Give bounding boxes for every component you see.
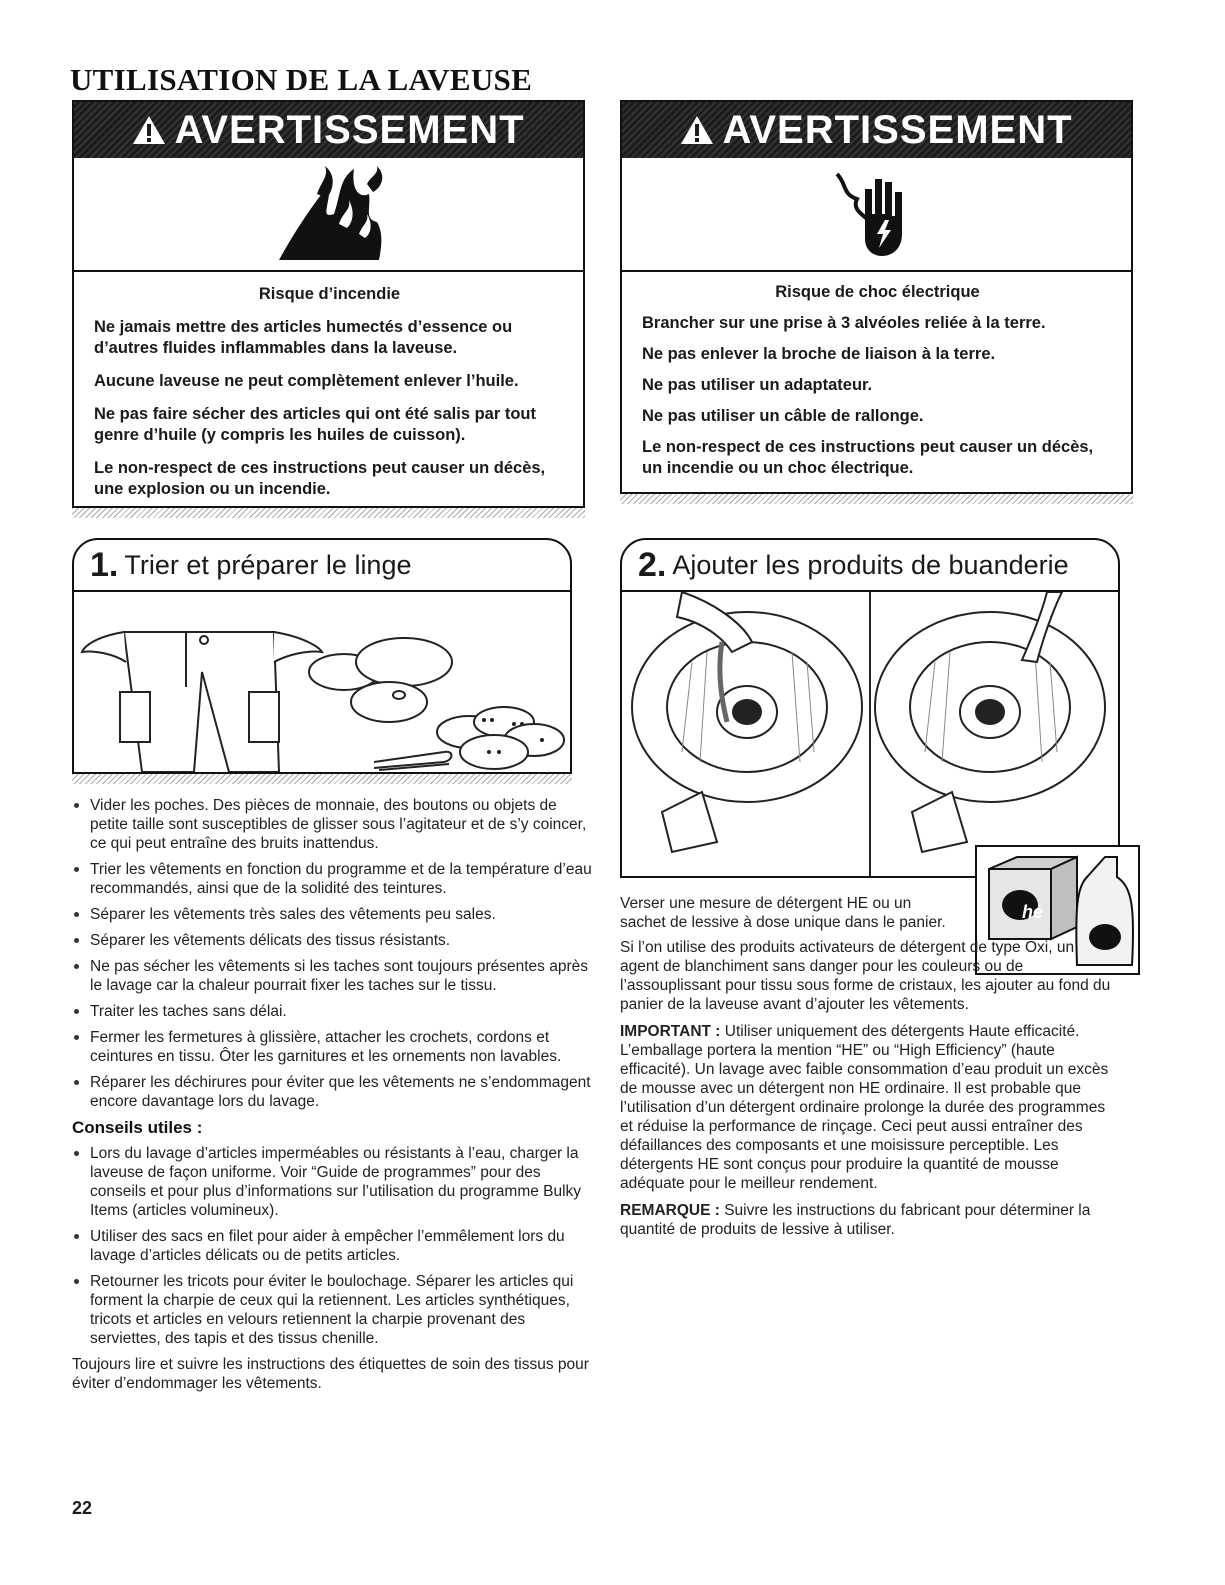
list-item: Fermer les fermetures à glissière, attacher les crochets, cordons et ceintures en tissu. Ôter les garnitures et les ornements non lavables.: [72, 1028, 592, 1066]
list-item: Séparer les vêtements délicats des tissus résistants.: [72, 931, 592, 950]
warning-line: Ne pas faire sécher des articles qui ont été salis par tout genre d’huile (y compris les huiles de cuisson).: [94, 405, 536, 444]
warning-triangle-icon: [680, 114, 714, 146]
washer-illustration: [622, 592, 1118, 876]
step2-para: Si l’on utilise des produits activateurs de détergent de type Oxi, un agent de blanchiment sans danger pour les couleurs ou de l’assouplissant pour tissu sous forme de cristaux, les ajouter au fond du panier de la laveuse avant d’ajouter les vêtements.: [620, 939, 1111, 1013]
warning-header: [622, 102, 1131, 158]
list-item: Utiliser des sacs en filet pour aider à empêcher l’emmêlement lors du lavage d’articles délicats ou de petits articles.: [72, 1227, 592, 1265]
page-title: UTILISATION DE LA LAVEUSE: [70, 62, 533, 97]
step-number: 1.: [90, 545, 119, 584]
warning-line: Ne pas utiliser un câble de rallonge.: [642, 407, 924, 425]
warning-subtitle: Risque de choc électrique: [775, 283, 980, 301]
list-item: Traiter les taches sans délai.: [72, 1002, 592, 1021]
warning-line: Ne pas enlever la broche de liaison à la terre.: [642, 345, 996, 363]
important-note: IMPORTANT : Utiliser uniquement des détergents Haute efficacité. L’emballage portera la mention “HE” ou “High Efficiency” (haute efficacité). Un lavage avec faible consommation d’eau produit un excès de mousse avec un détergent non HE ordinaire. Il est probable que l’utilisation d’un détergent ordinaire prolonge la durée des programmes et réduise la performance de rinçage. Ceci peut aussi entraîner des défaillances des composants et une moisissure perceptible. Les détergents HE sont conçus pour produire la quantité de mousse adéquate pour le meilleur rendement.: [620, 1023, 1109, 1192]
step1-content: [72, 796, 592, 1399]
list-item: Retourner les tricots pour éviter le boulochage. Séparer les articles qui forment la charpie de ceux qui la retiennent. Les articles synthétiques, tricots et articles en velours retiennent la charpie provenant des serviettes, des tapis et des tissus chenille.: [72, 1272, 592, 1348]
electric-shock-icon: [827, 164, 927, 264]
warning-triangle-icon: [132, 114, 166, 146]
step-title: Ajouter les produits de buanderie: [672, 549, 1069, 580]
page-number: 22: [72, 1498, 93, 1518]
warning-line: Ne pas utiliser un adaptateur.: [642, 376, 873, 394]
step-title: Trier et préparer le linge: [124, 549, 412, 580]
warning-title: AVERTISSEMENT: [722, 108, 1073, 152]
tips-heading: Conseils utiles :: [72, 1118, 203, 1137]
washer-basket-image: [622, 592, 1118, 876]
closing-note: Toujours lire et suivre les instructions des étiquettes de soin des tissus pour éviter d’endommager les vêtements.: [72, 1356, 589, 1392]
list-item: Ne pas sécher les vêtements si les taches sont toujours présentes après le lavage car la chaleur pourrait fixer les taches sur le tissu.: [72, 957, 592, 995]
fire-icon: [259, 164, 399, 264]
list-item: Vider les poches. Des pièces de monnaie, des boutons ou objets de petite taille sont susceptibles de glisser sous l’agitateur et de s’y coincer, ce qui peut entraîne des bruits inattendus.: [72, 796, 592, 853]
he-logo: he: [1022, 902, 1044, 922]
pants-coins-buttons-image: [74, 592, 570, 772]
step1-header: [74, 540, 570, 592]
step2-para: Verser une mesure de détergent HE ou un sachet de lessive à dose unique dans le panier.: [620, 895, 946, 931]
warning-line: Ne jamais mettre des articles humectés d’essence ou d’autres fluides inflammables dans la laveuse.: [94, 318, 513, 357]
warning-header: [74, 102, 583, 158]
list-item: Trier les vêtements en fonction du programme et de la température d’eau recommandés, ainsi que de la solidité des teintures.: [72, 860, 592, 898]
list-item: Lors du lavage d’articles imperméables ou résistants à l’eau, charger la laveuse de façon uniforme. Voir “Guide de programmes” pour des conseils et pour plus d’informations sur l’utilisation du programme Bulky Items (articles volumineux).: [72, 1144, 592, 1220]
warning-box-electric: [620, 100, 1133, 494]
warning-subtitle: Risque d’incendie: [258, 285, 401, 303]
step1-panel: [72, 538, 572, 774]
step1-bullet-list: [72, 796, 592, 1111]
step2-content: [620, 894, 1120, 1245]
warning-line: Brancher sur une prise à 3 alvéoles reliée à la terre.: [642, 314, 1046, 332]
warning-box-fire: [72, 100, 585, 508]
step2-header: [622, 540, 1118, 592]
step-number: 2.: [638, 545, 667, 584]
warning-line: Le non-respect de ces instructions peut causer un décès, une explosion ou un incendie.: [94, 459, 546, 498]
warning-line: Le non-respect de ces instructions peut causer un décès, un incendie ou un choc électrique.: [642, 438, 1094, 477]
tips-list: [72, 1144, 592, 1348]
step2-panel: [620, 538, 1120, 878]
list-item: Séparer les vêtements très sales des vêtements peu sales.: [72, 905, 592, 924]
warning-title: AVERTISSEMENT: [174, 108, 525, 152]
list-item: Réparer les déchirures pour éviter que les vêtements ne s’endommagent encore davantage lors du lavage.: [72, 1073, 592, 1111]
sorting-illustration: [74, 592, 570, 772]
warning-line: Aucune laveuse ne peut complètement enlever l’huile.: [94, 372, 519, 390]
remarque-note: REMARQUE : Suivre les instructions du fabricant pour déterminer la quantité de produits de lessive à utiliser.: [620, 1202, 1091, 1238]
